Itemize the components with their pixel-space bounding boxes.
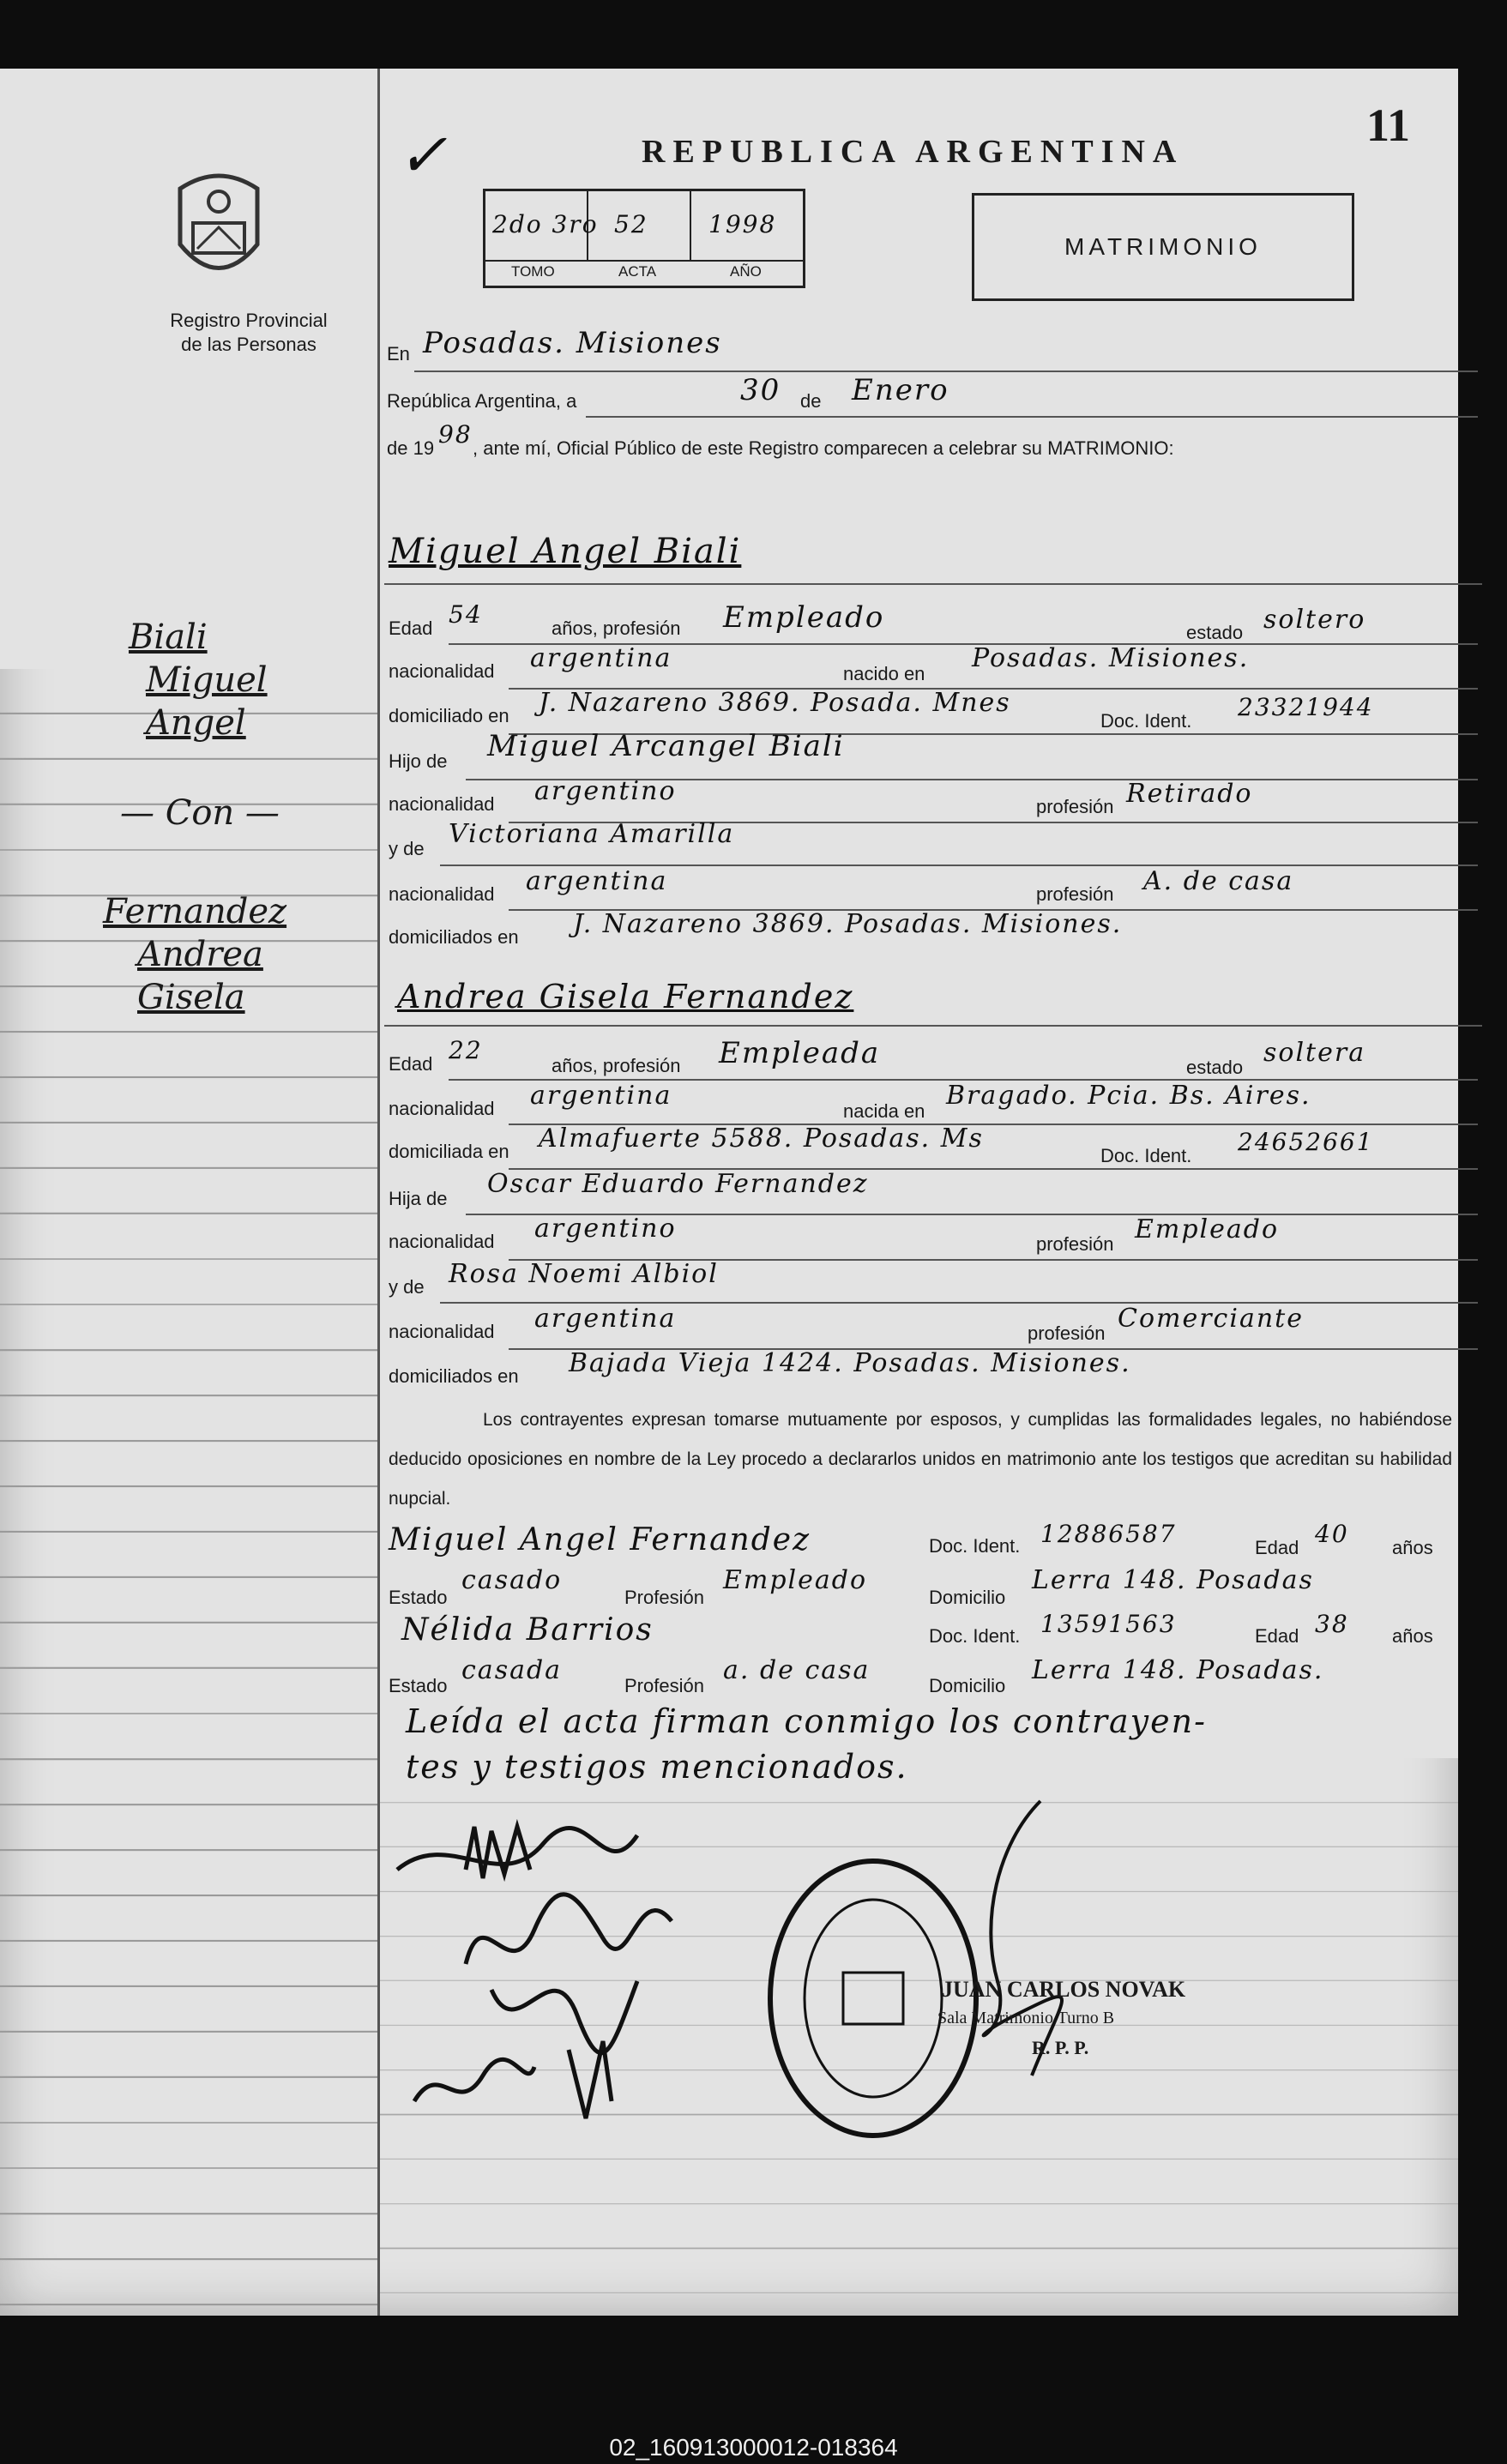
registry-line-1: Registro Provincial <box>170 310 328 331</box>
closing-line-1: Leída el acta firman conmigo los contrayen- <box>406 1702 1207 1740</box>
groom-mother-prof-label: profesión <box>1036 883 1114 905</box>
officer-role: Sala Matrimonio Turno B <box>937 2009 1115 2027</box>
bride-mother-nat: argentina <box>534 1304 677 1334</box>
margin-bride-second: Gisela <box>137 978 245 1017</box>
groom-address: J. Nazareno 3869. Posada. Mnes <box>539 688 1011 718</box>
groom-estado: soltero <box>1263 605 1366 635</box>
bride-nationality: argentina <box>530 1081 672 1111</box>
witness1-prof-label: Profesión <box>624 1587 704 1608</box>
record-body <box>380 69 1458 2316</box>
bride-parents-dom-label: domiciliados en <box>389 1365 519 1387</box>
officer-org: R. P. P. <box>1032 2037 1089 2058</box>
groom-father: Miguel Arcangel Biali <box>487 729 845 763</box>
bride-father-nac-label: nacionalidad <box>389 1231 495 1252</box>
witness2-edad-label: Edad <box>1255 1625 1299 1647</box>
registry-coat-of-arms-icon <box>172 163 266 292</box>
page-number: 11 <box>1366 99 1411 151</box>
tick-mark: ✓ <box>397 120 449 190</box>
officer-name: JUAN CARLOS NOVAK <box>942 1977 1186 2002</box>
bride-anos-label: años, profesión <box>552 1055 681 1076</box>
groom-anos-label: años, profesión <box>552 618 681 639</box>
groom-mother-nac-label: nacionalidad <box>389 883 495 905</box>
bride-address: Almafuerte 5588. Posadas. Ms <box>539 1124 984 1154</box>
margin-bride-first: Andrea <box>137 935 263 974</box>
bride-father-nat: argentino <box>534 1214 677 1244</box>
witness1-estado-label: Estado <box>389 1587 448 1608</box>
witness1-estado: casado <box>461 1565 563 1595</box>
groom-nacido-label: nacido en <box>843 663 925 684</box>
groom-parents-address: J. Nazareno 3869. Posadas. Misiones. <box>573 909 1123 939</box>
signature-groom <box>466 1895 672 1964</box>
ano-label: AÑO <box>730 263 762 280</box>
witness2-profession: a. de casa <box>723 1655 871 1685</box>
bride-estado-label: estado <box>1186 1057 1244 1078</box>
groom-mother-nat: argentina <box>526 866 668 896</box>
groom-profession: Empleado <box>723 600 885 635</box>
groom-edad-label: Edad <box>389 618 433 639</box>
witness2-doc: 13591563 <box>1040 1610 1177 1638</box>
image-id-caption: 02_160913000012-018364 <box>609 2434 898 2461</box>
bride-mother: Rosa Noemi Albiol <box>449 1259 719 1289</box>
witness2-prof-label: Profesión <box>624 1675 704 1696</box>
bride-mother-prof-label: profesión <box>1028 1322 1106 1344</box>
bride-doc-label: Doc. Ident. <box>1100 1145 1192 1166</box>
groom-father-nac-label: nacionalidad <box>389 793 495 815</box>
margin-column <box>0 69 380 2316</box>
witness2-estado-label: Estado <box>389 1675 448 1696</box>
year-prefix: de 19 <box>387 437 435 459</box>
de-label: de <box>800 390 822 412</box>
year-suffix: 98 <box>438 420 473 449</box>
signature-2 <box>466 1827 530 1878</box>
witness2-doc-label: Doc. Ident. <box>929 1625 1021 1647</box>
groom-nationality: argentina <box>530 643 672 673</box>
witness1-dom-label: Domicilio <box>929 1587 1006 1608</box>
declaration-text: Los contrayentes expresan tomarse mutuamente por esposos, y cumplidas las formalidades legales, no habiéndose deducido oposiciones en nombre de la Ley procedo a declararlos unidos en matrimonio ante los testigos que acreditan su habilidad nupcial. <box>389 1410 1452 1509</box>
country-title: REPUBLICA ARGENTINA <box>642 134 1185 170</box>
witness1-address: Lerra 148. Posadas <box>1032 1565 1314 1595</box>
witness2-name: Nélida Barrios <box>401 1612 654 1648</box>
groom-doc-label: Doc. Ident. <box>1100 710 1192 732</box>
appearance-statement: , ante mí, Oficial Público de este Registro comparecen a celebrar su MATRIMONIO: <box>473 437 1174 459</box>
bride-father-prof: Empleado <box>1135 1214 1280 1244</box>
bride-age: 22 <box>449 1036 483 1064</box>
signature-witness-2 <box>569 2041 612 2118</box>
witness1-doc-label: Doc. Ident. <box>929 1535 1021 1557</box>
bride-estado: soltera <box>1263 1038 1366 1068</box>
groom-father-prof-label: profesión <box>1036 796 1114 817</box>
groom-father-prof: Retirado <box>1126 779 1253 809</box>
bride-mother-nac-label: nacionalidad <box>389 1321 495 1342</box>
tomo-value: 2do 3ro <box>492 210 599 238</box>
witness1-anos-label: años <box>1392 1537 1433 1558</box>
bride-mother-prof: Comerciante <box>1118 1304 1304 1334</box>
witness1-name: Miguel Angel Fernandez <box>389 1522 811 1557</box>
witness2-anos-label: años <box>1392 1625 1433 1647</box>
en-label: En <box>387 343 410 364</box>
registry-line-2: de las Personas <box>181 334 316 355</box>
witness1-edad-label: Edad <box>1255 1537 1299 1558</box>
bride-father: Oscar Eduardo Fernandez <box>487 1169 869 1199</box>
signature-bride <box>491 1981 637 2053</box>
margin-bride-surname: Fernandez <box>103 892 287 931</box>
month-value: Enero <box>852 373 949 407</box>
signatures-and-seal <box>380 1792 1461 2196</box>
bride-profession: Empleada <box>719 1036 881 1070</box>
record-number-table <box>483 189 805 288</box>
register-page <box>0 69 1458 2316</box>
groom-doc: 23321944 <box>1238 693 1374 721</box>
bride-parents-address: Bajada Vieja 1424. Posadas. Misiones. <box>569 1348 1131 1378</box>
margin-groom-first: Miguel <box>146 660 268 700</box>
registry-label <box>120 309 377 357</box>
document-type-box: MATRIMONIO <box>972 193 1354 301</box>
groom-father-nat: argentino <box>534 776 677 806</box>
witness1-profession: Empleado <box>723 1565 868 1595</box>
witness2-age: 38 <box>1315 1610 1349 1638</box>
witness1-age: 40 <box>1315 1520 1349 1548</box>
bride-nac-label: nacionalidad <box>389 1098 495 1119</box>
groom-hijo-label: Hijo de <box>389 750 448 772</box>
closing-line-2: tes y testigos mencionados. <box>406 1748 908 1786</box>
groom-estado-label: estado <box>1186 622 1244 643</box>
groom-y-de-label: y de <box>389 838 425 859</box>
bride-hija-label: Hija de <box>389 1188 448 1209</box>
bride-father-prof-label: profesión <box>1036 1233 1114 1255</box>
bride-domicilio-label: domiciliada en <box>389 1141 509 1162</box>
acta-value: 52 <box>614 210 648 238</box>
republica-label: República Argentina, a <box>387 390 577 412</box>
acta-label: ACTA <box>618 263 657 280</box>
witness1-doc: 12886587 <box>1040 1520 1177 1548</box>
witness2-estado: casada <box>461 1655 563 1685</box>
signature-officer <box>984 1801 1062 2075</box>
groom-mother: Victoriana Amarilla <box>449 819 735 849</box>
bride-doc: 24652661 <box>1238 1128 1374 1156</box>
witness2-address: Lerra 148. Posadas. <box>1032 1655 1324 1685</box>
bride-birthplace: Bragado. Pcia. Bs. Aires. <box>946 1081 1311 1111</box>
day-value: 30 <box>740 373 781 407</box>
signature-witness-1 <box>414 2059 534 2101</box>
bride-edad-label: Edad <box>389 1053 433 1075</box>
groom-name: Miguel Angel Biali <box>389 532 742 571</box>
bride-y-de-label: y de <box>389 1276 425 1298</box>
bride-nacida-label: nacida en <box>843 1100 925 1122</box>
margin-groom-second: Angel <box>146 703 246 743</box>
groom-mother-prof: A. de casa <box>1143 866 1294 896</box>
groom-birthplace: Posadas. Misiones. <box>972 643 1250 673</box>
witness2-dom-label: Domicilio <box>929 1675 1006 1696</box>
groom-domicilio-label: domiciliado en <box>389 705 509 726</box>
margin-con: — Con — <box>120 793 280 833</box>
tomo-label: TOMO <box>511 263 555 280</box>
margin-groom-surname: Biali <box>129 618 208 657</box>
groom-parents-dom-label: domiciliados en <box>389 926 519 948</box>
groom-age: 54 <box>449 600 483 629</box>
ano-value: 1998 <box>708 210 777 238</box>
bride-name: Andrea Gisela Fernandez <box>397 978 854 1015</box>
place-value: Posadas. Misiones <box>423 326 722 360</box>
groom-nac-label: nacionalidad <box>389 660 495 682</box>
